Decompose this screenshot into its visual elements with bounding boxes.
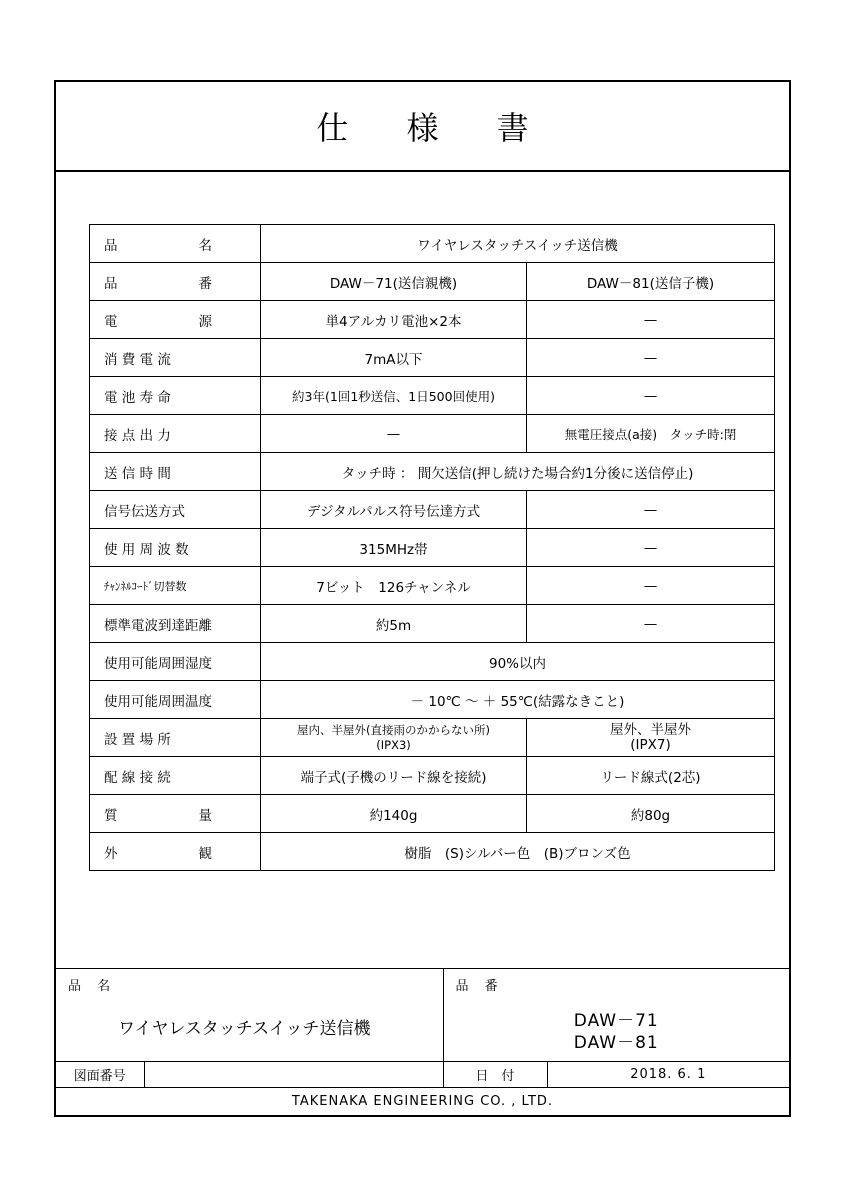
product-number-label: 品 番 [455,979,504,994]
spec-row-contact-output [90,415,775,453]
spec-value-slave: 約80g [527,795,775,833]
spec-value: － 10℃ ～ ＋ 55℃(結露なきこと) [261,681,775,719]
spec-value: タッチ時 ： 間欠送信(押し続けた場合約1分後に送信停止) [261,453,775,491]
spec-value-master: DAW－71(送信親機) [261,263,527,301]
spec-row-weight [90,795,775,833]
spec-row-range [90,605,775,643]
spec-value-master: 約5m [261,605,527,643]
spec-row-humidity [90,643,775,681]
location-master-text: 屋内、半屋外(直接雨のかからない所) [297,722,490,737]
spec-row-product-number [90,263,775,301]
product-name-label: 品 名 [68,979,117,994]
spec-label: 設 置 場 所 [90,719,261,757]
spec-row-product-name [90,225,775,263]
spec-label: 質 量 [90,795,261,833]
spec-row-power [90,301,775,339]
spec-table [89,224,775,871]
spec-value: ワイヤレスタッチスイッチ送信機 [261,225,775,263]
spec-value: 90%以内 [261,643,775,681]
product-name-cell [56,969,443,1062]
spec-label: 電 池 寿 命 [90,377,261,415]
spec-row-current [90,339,775,377]
spec-value-master: 7mA以下 [261,339,527,377]
product-number-master: DAW－71 [573,1011,659,1031]
spec-value-slave: DAW－81(送信子機) [527,263,775,301]
spec-row-location [90,719,775,757]
spec-label: 信号伝送方式 [90,491,261,529]
spec-label: 接 点 出 力 [90,415,261,453]
spec-value-master [261,719,527,757]
spec-value-slave: — [527,491,775,529]
location-slave-text: 屋外、半屋外 [610,721,691,738]
date-value: 2018. 6. 1 [547,1062,789,1088]
spec-label: 電 源 [90,301,261,339]
product-number-slave: DAW－81 [573,1033,659,1053]
spec-label: 送 信 時 間 [90,453,261,491]
spec-sheet-frame [54,80,791,1117]
spec-label: 使用可能周囲温度 [90,681,261,719]
spec-value-slave [527,719,775,757]
spec-row-appearance [90,833,775,871]
spec-value: 樹脂 (S)シルバー色 (B)ブロンズ色 [261,833,775,871]
spec-value-master: 7ビット 126チャンネル [261,567,527,605]
spec-value-master: — [261,415,527,453]
spec-label: 標準電波到達距離 [90,605,261,643]
spec-value-slave: — [527,301,775,339]
spec-label: 使用可能周囲湿度 [90,643,261,681]
drawing-number-label: 図面番号 [56,1062,144,1088]
spec-value-master: 単4アルカリ電池×2本 [261,301,527,339]
spec-label: 品 名 [90,225,261,263]
spec-row-transmit-time [90,453,775,491]
spec-row-signal-method [90,491,775,529]
document-title: 仕 様 書 [316,109,553,147]
spec-label: 消 費 電 流 [90,339,261,377]
spec-label: 使 用 周 波 数 [90,529,261,567]
company-name: TAKENAKA ENGINEERING CO. , LTD. [56,1088,789,1116]
drawing-number-value [144,1062,443,1088]
location-slave-rating: (IPX7) [630,736,671,753]
spec-row-temperature [90,681,775,719]
product-number-cell [443,969,789,1062]
spec-value-master: 端子式(子機のリード線を接続) [261,757,527,795]
title-block [56,968,789,1116]
spec-value-master: デジタルパルス符号伝達方式 [261,491,527,529]
spec-row-wiring [90,757,775,795]
spec-value-slave: — [527,605,775,643]
spec-value-master: 315MHz帯 [261,529,527,567]
spec-label: 外 観 [90,833,261,871]
spec-value-slave: — [527,339,775,377]
spec-row-frequency [90,529,775,567]
spec-row-battery-life [90,377,775,415]
title-band [56,82,789,172]
spec-value-master: 約140g [261,795,527,833]
spec-value-slave: — [527,567,775,605]
spec-value-slave: 無電圧接点(a接) タッチ時:閉 [527,415,775,453]
spec-value-slave: リード線式(2芯) [527,757,775,795]
spec-label: ﾁｬﾝﾈﾙｺｰﾄﾞ切替数 [90,567,261,605]
product-name-value: ワイヤレスタッチスイッチ送信機 [118,1019,371,1039]
spec-row-channel-codes [90,567,775,605]
spec-label: 品 番 [90,263,261,301]
spec-value-master: 約3年(1回1秒送信、1日500回使用) [261,377,527,415]
location-master-rating: (IPX3) [376,737,411,752]
spec-value-slave: — [527,377,775,415]
spec-label: 配 線 接 続 [90,757,261,795]
spec-value-slave: — [527,529,775,567]
product-number-values [444,994,790,1054]
date-label: 日 付 [443,1062,547,1088]
